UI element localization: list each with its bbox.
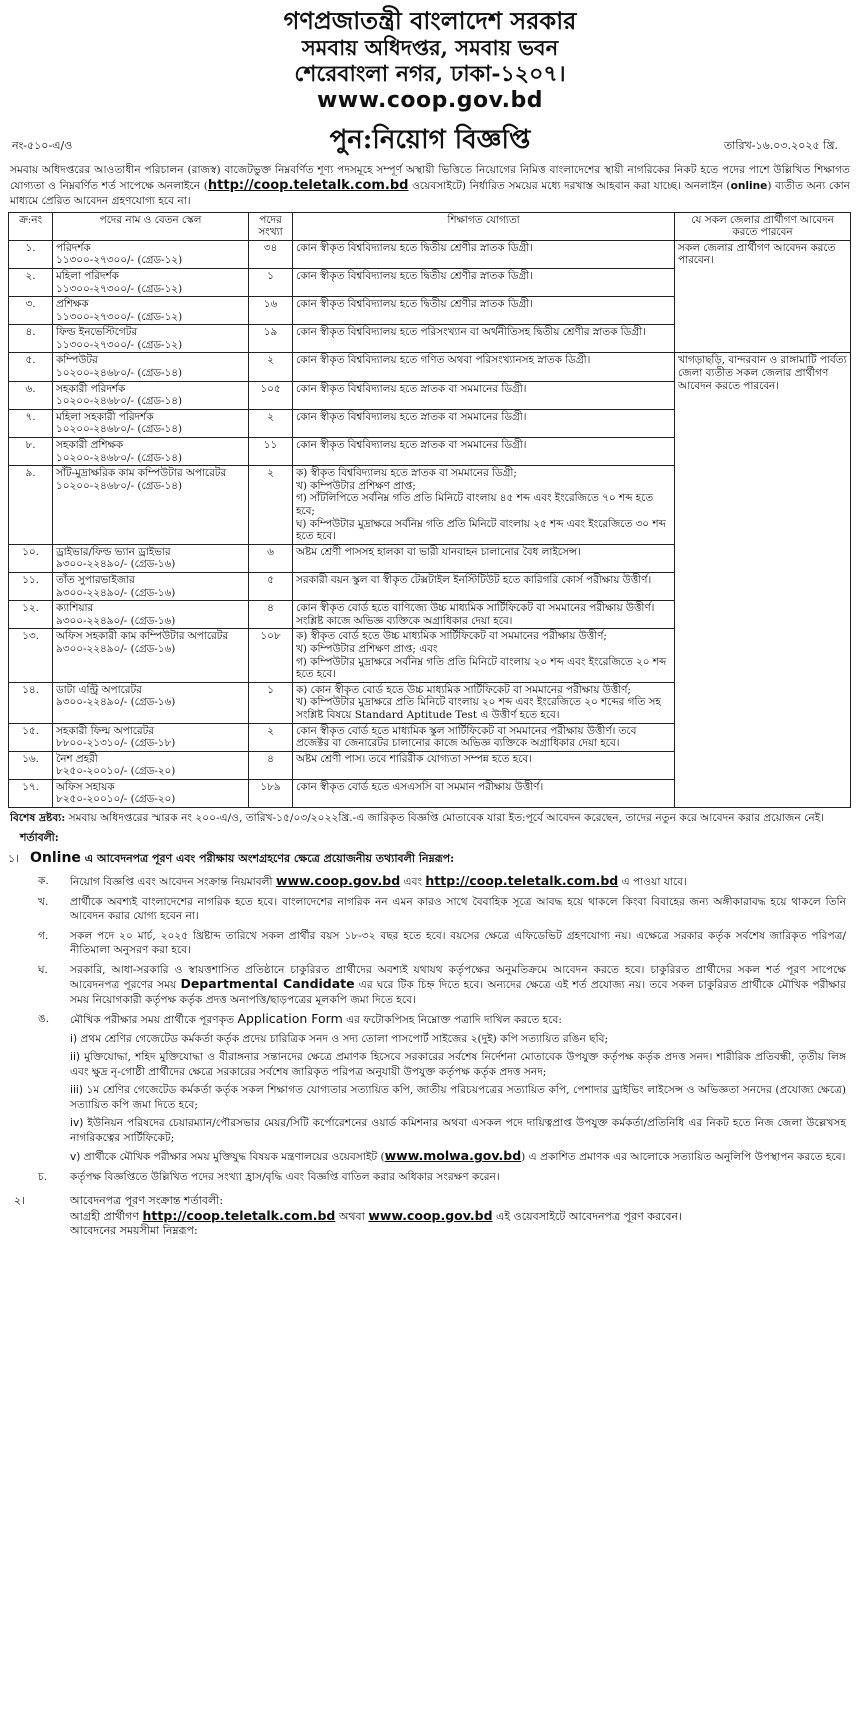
districts-cell: খাগড়াছড়ি, বান্দরবান ও রাঙ্গামাটি পার্বত্য জেলা ব্যতীত সকল জেলার প্রার্থীগণ আবেদন করতে পারবেন। — [675, 353, 851, 808]
post-name: সহকারী ফিল্ম অপারেটর — [56, 724, 155, 737]
post-name: নৈশ প্রহরী — [56, 752, 98, 765]
count-cell: ১৮৯ — [249, 779, 293, 807]
qualification-cell: কোন স্বীকৃত বিশ্ববিদ্যালয় হতে পরিসংখ্যান বা অর্থনীতিসহ দ্বিতীয় শ্রেণীর স্নাতক ডিগ্রী। — [293, 325, 675, 353]
post-cell — [53, 682, 249, 723]
post-name: সহকারী প্রশিক্ষক — [56, 439, 124, 452]
count-cell: ১০৮ — [249, 629, 293, 682]
qualification-cell: কোন স্বীকৃত বিশ্ববিদ্যালয় হতে দ্বিতীয় শ্রেণীর স্নাতক ডিগ্রী। — [293, 297, 675, 325]
qualification-cell: অষ্টম শ্রেণী পাস। তবে শারিরীক যোগ্যতা সম্পন্ন হতে হবে। — [293, 751, 675, 779]
pay-scale: ৮৮০০-২১৩১০/- (গ্রেড-১৮) — [56, 737, 176, 750]
table-body — [9, 240, 851, 807]
qualification-cell: কোন স্বীকৃত বিশ্ববিদ্যালয় হতে দ্বিতীয় শ্রেণীর স্নাতক ডিগ্রী। — [293, 240, 675, 268]
post-name: মহিলা সহকারী পরিদর্শক — [56, 410, 154, 423]
document-item-3: iii) ১ম শ্রেণির গেজেটেড কর্মকর্তা কর্তৃক সকল শিক্ষাগত যোগ্যতার সত্যায়িত কপি, জাতীয় পরিচয়পত্রের সত্যায়িত কপি, পেশাদার ড্রাইভিং লাইসেন্স ও অভিজ্ঞতা সনদের (প্রযোজ্য ক্ষেত্রে) সত্যায়িত কপি জমা দিতে হবে; — [70, 1084, 846, 1111]
post-cell — [53, 353, 249, 381]
qualification-cell: ক) কোন স্বীকৃত বোর্ড হতে উচ্চ মাধ্যমিক সার্টিফিকেট বা সমমানের পরীক্ষায় উত্তীর্ণ; খ) কম্পিউটার মুদ্রাক্ষরে প্রতি মিনিটে বাংলায় ২০ শব্দ এবং ইংরেজিতে ২০ শব্দের গতি সহ সংশ্লিষ্ট বিষয়ে Standard Aptitude Test এ উত্তীর্ণ হতে হবে। — [293, 682, 675, 723]
govt-name: গণপ্রজাতন্ত্রী বাংলাদেশ সরকার — [283, 6, 577, 35]
count-cell: ৪ — [249, 601, 293, 629]
post-name: অফিস সহকারী কাম কম্পিউটার অপারেটর — [56, 630, 229, 643]
post-cell — [53, 629, 249, 682]
address: শেরেবাংলা নগর, ঢাকা-১২০৭। — [294, 60, 566, 87]
post-name: সাঁট-মুদ্রাক্ষরিক কাম কম্পিউটার অপারেটর — [56, 467, 227, 480]
col-header-count: পদের সংখ্যা — [249, 212, 293, 240]
pay-scale: ৯৩০০-২২৪৯০/- (গ্রেড-১৬) — [56, 558, 176, 571]
col-header-qualification: শিক্ষাগত যোগ্যতা — [293, 212, 675, 240]
pay-scale: ৯৩০০-২২৪৯০/- (গ্রেড-১৬) — [56, 614, 176, 627]
count-cell: ২ — [249, 409, 293, 437]
post-cell — [53, 466, 249, 545]
serial-cell: ৪. — [9, 325, 53, 353]
post-cell — [53, 723, 249, 751]
pay-scale: ১০২০০-২৪৬৮০/- (গ্রেড-১৪) — [56, 367, 183, 380]
post-name: মহিলা পরিদর্শক — [56, 269, 119, 282]
serial-cell: ২. — [9, 268, 53, 296]
notice-title: পুন:নিয়োগ বিজ্ঞপ্তি — [329, 124, 531, 155]
section-2-line-1: আগ্রহী প্রার্থীগণ http://coop.teletalk.com.bd অথবা www.coop.gov.bd এই ওয়েবসাইটে আবেদনপত্র পূরণ করবেন। — [70, 1207, 683, 1223]
condition-item-ka: ক. নিয়োগ বিজ্ঞপ্তি এবং আবেদন সংক্রান্ত নিয়মাবলী www.coop.gov.bd এবং http://coop.teletalk.com.bd এ পাওয়া যাবে। — [38, 873, 687, 889]
count-cell: ৬ — [249, 544, 293, 572]
intro-paragraph: সমবায় অধিদপ্তরের আওতাধীন পরিচালন (রাজস্ব) বাজেটভুক্ত নিম্নবর্ণিত শূণ্য পদসমূহে সম্পূর্ণ অস্থায়ী ভিত্তিতে নিয়োগের নিমিত্ত বাংলাদেশের স্থায়ী নাগরিকের নিকট হতে পদের পাশে উল্লিখিত শিক্ষাগত যোগ্যতা ও নিম্নবর্ণিত শর্ত সাপেক্ষে অনলাইনে (http://coop.teletalk.com.bd ওয়েবসাইটে) নির্ধারিত সময়ের মধ্যে দরখাস্ত আহবান করা যাচ্ছে। অনলাইন (online) ব্যতীত অন্য কোন মাধ্যমে প্রেরিত আবেদন গ্রহণযোগ্য হবে না। — [10, 163, 850, 207]
post-name: ড্রাইভার/ফিল্ড ভ্যান ড্রাইভার — [56, 545, 171, 558]
count-cell: ১৯ — [249, 325, 293, 353]
pay-scale: ১১৩০০-২৭৩০০/- (গ্রেড-১২) — [56, 310, 183, 323]
section-2-line-2: আবেদনের সময়সীমা নিম্নরূপ: — [70, 1224, 198, 1238]
qualification-cell: কোন স্বীকৃত বোর্ড হতে এসএসসি বা সমমান পরীক্ষায় উত্তীর্ণ। — [293, 779, 675, 807]
conditions-title: শর্তাবলী: — [20, 831, 59, 845]
count-cell: ১৬ — [249, 297, 293, 325]
condition-item-kha: খ. প্রার্থীকে অবশ্যই বাংলাদেশের নাগরিক হতে হবে। বাংলাদেশের নাগরিক নন এমন কারও সাথে বৈবাহিক সূত্রে আবদ্ধ হয়ে থাকলে কিংবা বিবাহের জন্য অঙ্গীকারাবদ্ধ হয়ে থাকলে তিনি আবেদন করার যোগ্য হবেন না। — [38, 895, 846, 923]
count-cell: ৫ — [249, 572, 293, 600]
pay-scale: ৮২৫০-২০০১০/- (গ্রেড-২০) — [56, 793, 176, 806]
special-note: বিশেষ দ্রষ্টব্য: সমবায় অধিদপ্তরের স্মারক নং ২০০-এ/ও, তারিখ-১৫/০৩/২০২২খ্রি.-এ জারিকৃত বিজ্ঞপ্তি মোতাবেক যারা ইত:পূর্বে আবেদন করেছেন, তাদের নতুন করে আবেদন করার প্রয়োজন নেই। — [10, 812, 825, 825]
serial-cell: ৩. — [9, 297, 53, 325]
count-cell: ৩৪ — [249, 240, 293, 268]
table-row — [9, 353, 851, 381]
serial-cell: ১৪. — [9, 682, 53, 723]
qualification-cell: কোন স্বীকৃত বিশ্ববিদ্যালয় হতে স্নাতক বা সমমানের ডিগ্রী। — [293, 409, 675, 437]
pay-scale: ১০২০০-২৪৬৮০/- (গ্রেড-১৪) — [56, 451, 183, 464]
pay-scale: ৯৩০০-২২৪৯০/- (গ্রেড-১৬) — [56, 642, 176, 655]
department-name: সমবায় অধিদপ্তর, সমবায় ভবন — [301, 35, 559, 61]
qualification-cell: ক) স্বীকৃত বোর্ড হতে উচ্চ মাধ্যমিক সার্টিফিকেট বা সমমানের পরীক্ষায় উত্তীর্ণ; খ) কম্পিউটার প্রশিক্ষণ প্রাপ্ত; এবং গ) কম্পিউটার মুদ্রাক্ষরে সর্বনিম্ন গতি প্রতি মিনিটে বাংলায় ২০ শব্দ এবং ইংরেজিতে ২০ শব্দ হতে হবে। — [293, 629, 675, 682]
count-cell: ১ — [249, 682, 293, 723]
qualification-cell: কোন স্বীকৃত বিশ্ববিদ্যালয় হতে স্নাতক বা সমমানের ডিগ্রী। — [293, 381, 675, 409]
section-2-title: আবেদনপত্র পূরণ সংক্রান্ত শর্তাবলী: — [70, 1194, 224, 1208]
condition-item-ga: গ. সকল পদে ২০ মার্চ, ২০২৫ খ্রিষ্টাব্দ তারিখে সকল প্রার্থীর বয়স ১৮-৩২ বছর হতে হবে। বয়সের ক্ষেত্রে এফিডেভিট গ্রহণযোগ্য নয়। এক্ষেত্রে সরকার কর্তৃক সর্বশেষ জারিকৃত পরিপত্র/নীতিমালা অনুসরণ করা হবে। — [38, 929, 846, 957]
col-header-districts: যে সকল জেলার প্রার্থীগণ আবেদন করতে পারবেন — [675, 212, 851, 240]
coop-link[interactable]: www.coop.gov.bd — [275, 873, 401, 889]
reference-row — [8, 117, 852, 159]
post-cell — [53, 438, 249, 466]
serial-cell: ১০. — [9, 544, 53, 572]
memo-number: নং-৫১০-এ/ও — [12, 138, 73, 152]
serial-cell: ৫. — [9, 353, 53, 381]
serial-cell: ১১. — [9, 572, 53, 600]
post-name: ক্যাশিয়ার — [56, 602, 94, 615]
website[interactable]: www.coop.gov.bd — [316, 87, 544, 113]
count-cell: ২ — [249, 723, 293, 751]
count-cell: ১১ — [249, 438, 293, 466]
qualification-cell: ক) স্বীকৃত বিশ্ববিদ্যালয় হতে স্নাতক বা সমমানের ডিগ্রী; খ) কম্পিউটার প্রশিক্ষণ প্রাপ্ত; গ) সাঁটলিপিতে সর্বনিম্ন গতি প্রতি মিনিটে বাংলায় ৪৫ শব্দ এবং ইংরেজিতে ৭০ শব্দ হতে হবে; ঘ) কম্পিউটার মুদ্রাক্ষরে সর্বনিম্ন গতি প্রতি মিনিটে বাংলায় ২৫ শব্দ এবং ইংরেজিতে ৩০ শব্দ হতে হবে। — [293, 466, 675, 545]
post-cell — [53, 572, 249, 600]
post-name: তাঁত সুপারভাইজার — [56, 573, 135, 586]
qualification-cell: অষ্টম শ্রেণী পাসসহ হালকা বা ভারী যানবাহন চালানোর বৈধ লাইসেন্স। — [293, 544, 675, 572]
serial-cell: ৮. — [9, 438, 53, 466]
pay-scale: ১০২০০-২৪৬৮০/- (গ্রেড-১৪) — [56, 423, 183, 436]
qualification-cell: কোন স্বীকৃত বোর্ড হতে বাণিজ্যে উচ্চ মাধ্যমিক সার্টিফিকেট বা সমমানের পরীক্ষায় উত্তীর্ণ। সংশ্লিষ্ট কাজে অভিজ্ঞ ব্যক্তিকে অগ্রাধিকার দেয়া হবে। — [293, 601, 675, 629]
post-cell — [53, 409, 249, 437]
qualification-cell: কোন স্বীকৃত বিশ্ববিদ্যালয় হতে স্নাতক বা সমমানের ডিগ্রী। — [293, 438, 675, 466]
condition-item-umo: ঙ. মৌখিক পরীক্ষার সময় প্রার্থীকে পূরণকৃত Application Form এর ফটোকপিসহ নিম্নোক্ত পত্রাদি দাখিল করতে হবে: — [38, 1011, 562, 1027]
condition-item-gha: ঘ. সরকারি, আধা-সরকারি ও স্বায়ত্তশাসিত প্রতিষ্ঠানে চাকুরিরত প্রার্থীদের অবশ্যই যথাযথ কর্তৃপক্ষের অনুমতিক্রমে আবেদন করতে হবে। চাকুরিরত প্রার্থীদের সকল শর্ত পূরণ সাপেক্ষে আবেদনপত্র পূরণের সময় Departmental Candidate এর ঘরে টিক চিহ্ন দিতে হবে। অন্যদের ক্ষেত্রে এই শর্ত প্রযোজ্য নয়। তবে সকল চাকুরিরত প্রার্থীকে মৌখিক পরীক্ষার সময় নিয়োগকারী কর্তৃপক্ষ কর্তৃক প্রদত্ত অনাপত্তি/ছাড়পত্রের মূলকপি জমা দিতে হবে। — [38, 963, 847, 1006]
teletalk-link-3[interactable]: http://coop.teletalk.com.bd — [142, 1207, 336, 1223]
serial-cell: ৭. — [9, 409, 53, 437]
post-name: পরিদর্শক — [56, 241, 91, 254]
vacancy-table — [8, 212, 851, 809]
post-name: কম্পিউটর — [56, 354, 98, 367]
table-header-row — [9, 212, 851, 240]
post-cell — [53, 601, 249, 629]
letterhead — [8, 6, 852, 115]
table-row — [9, 240, 851, 268]
qualification-cell: কোন স্বীকৃত বিশ্ববিদ্যালয় হতে গণিত অথবা পরিসংখ্যানসহ স্নাতক ডিগ্রী। — [293, 353, 675, 381]
pay-scale: ১১৩০০-২৭৩০০/- (গ্রেড-১২) — [56, 338, 183, 351]
serial-cell: ১৭. — [9, 779, 53, 807]
molwa-link[interactable]: www.molwa.gov.bd — [384, 1148, 522, 1164]
notice-date: তারিখ-১৬.০৩.২০২৫ খ্রি. — [723, 138, 838, 152]
pay-scale: ৮২৫০-২০০১০/- (গ্রেড-২০) — [56, 765, 176, 778]
condition-item-cha: চ. কর্তৃপক্ষ বিজ্ঞপ্তিতে উল্লিখিত পদের সংখ্যা হ্রাস/বৃদ্ধি এবং বিজ্ঞপ্তি বাতিল করার অধিকার সংরক্ষণ করেন। — [38, 1170, 500, 1183]
count-cell: ১ — [249, 268, 293, 296]
post-cell — [53, 544, 249, 572]
col-header-post: পদের নাম ও বেতন স্কেল — [53, 212, 249, 240]
post-cell — [53, 779, 249, 807]
col-header-serial: ক্র:নং — [9, 212, 53, 240]
post-cell — [53, 240, 249, 268]
serial-cell: ১২. — [9, 601, 53, 629]
serial-cell: ১. — [9, 240, 53, 268]
post-cell — [53, 297, 249, 325]
post-name: ফিল্ড ইনভেস্টিগেটর — [56, 326, 138, 339]
document-item-5: v) প্রার্থীকে মৌখিক পরীক্ষার সময় মুক্তিযুদ্ধ বিষয়ক মন্ত্রণালয়ের ওয়েবসাইট (www.molwa.gov.bd) এ প্রকাশিত প্রমাণক এর আলোকে সত্যায়িত অনুলিপি উপস্থাপন করতে হবে। — [70, 1148, 846, 1164]
post-cell — [53, 381, 249, 409]
serial-cell: ১৫. — [9, 723, 53, 751]
serial-cell: ৬. — [9, 381, 53, 409]
teletalk-link-2[interactable]: http://coop.teletalk.com.bd — [425, 873, 619, 889]
pay-scale: ৯৩০০-২২৪৯০/- (গ্রেড-১৬) — [56, 696, 176, 709]
serial-cell: ১৩. — [9, 629, 53, 682]
document-item-2: ii) মুক্তিযোদ্ধা, শহিদ মুক্তিযোদ্ধা ও বীরাঙ্গনার সন্তানদের ক্ষেত্রে প্রমাণক হিসেবে সরকারের সর্বশেষ নির্দেশনা মোতাবেক উপযুক্ত কর্তৃপক্ষ কর্তৃক প্রদত্ত সনদ। শারীরিক প্রতিবন্ধী, তৃতীয় লিঙ্গ এবং ক্ষুদ্র নৃ-গোষ্ঠী প্রার্থীদের ক্ষেত্রে সরকারের সর্বশেষ জারিকৃত পরিপত্র অনুযায়ী উপযুক্ত কর্তৃপক্ষ কর্তৃক প্রদত্ত সনদ; — [70, 1051, 846, 1078]
post-name: প্রশিক্ষক — [56, 298, 89, 311]
post-name: অফিস সহায়ক — [56, 780, 115, 793]
pay-scale: ১১৩০০-২৭৩০০/- (গ্রেড-১২) — [56, 282, 183, 295]
teletalk-link[interactable]: http://coop.teletalk.com.bd — [207, 177, 409, 193]
qualification-cell: সরকারী বয়ন স্কুল বা স্বীকৃত টেক্সটাইল ইনস্টিটিউট হতে কারিগরি কোর্স পরীক্ষায় উত্তীর্ণ। — [293, 572, 675, 600]
document-item-1: i) প্রথম শ্রেণির গেজেটেড কর্মকর্তা কর্তৃক প্রদেয় চারিত্রিক সনদ ও সদ্য তোলা পাসপোর্ট সাইজের ২(দুই) কপি সত্যায়িত রঙিন ছবি; — [70, 1032, 609, 1045]
count-cell: ১০৫ — [249, 381, 293, 409]
post-cell — [53, 268, 249, 296]
section-2: ২। আবেদনপত্র পূরণ সংক্রান্ত শর্তাবলী: আগ্রহী প্রার্থীগণ http://coop.teletalk.com.bd অথবা www.coop.gov.bd এই ওয়েবসাইটে আবেদনপত্র পূরণ করবেন। আবেদনের সময়সীমা নিম্নরূপ: — [14, 1194, 683, 1238]
coop-link-2[interactable]: www.coop.gov.bd — [368, 1207, 493, 1223]
serial-cell: ৯. — [9, 466, 53, 545]
post-cell — [53, 751, 249, 779]
count-cell: ৪ — [249, 751, 293, 779]
qualification-cell: কোন স্বীকৃত বোর্ড হতে মাধ্যমিক স্কুল সার্টিফিকেট বা সমমানের পরীক্ষায় উত্তীর্ণ। তবে প্রজেক্টর বা জেনারেটর চালানোর কাজে অভিজ্ঞ ব্যক্তিকে অগ্রাধিকার দেয়া হবে। — [293, 723, 675, 751]
post-name: সহকারী পরিদর্শক — [56, 382, 126, 395]
pay-scale: ১০২০০-২৪৬৮০/- (গ্রেড-১৪) — [56, 395, 183, 408]
serial-cell: ১৬. — [9, 751, 53, 779]
pay-scale: ৯৩০০-২২৪৯০/- (গ্রেড-১৬) — [56, 586, 176, 599]
count-cell: ২ — [249, 466, 293, 545]
pay-scale: ১০২০০-২৪৬৮০/- (গ্রেড-১৪) — [56, 479, 183, 492]
count-cell: ২ — [249, 353, 293, 381]
document-item-4: iv) ইউনিয়ন পরিষদের চেয়ারম্যান/পৌরসভার মেয়র/সিটি কর্পোরেশনের ওয়ার্ড কমিশনার অথবা এসকল পদে দায়িত্বপ্রাপ্ত উপযুক্ত কর্মকর্তা/প্রতিনিধি এর নিকট হতে নিজ জেলা উল্লেখসহ নাগরিকত্বের সার্টিফিকেট; — [70, 1117, 846, 1144]
post-cell — [53, 325, 249, 353]
qualification-cell: কোন স্বীকৃত বিশ্ববিদ্যালয় হতে দ্বিতীয় শ্রেণীর স্নাতক ডিগ্রী। — [293, 268, 675, 296]
section-1-heading: ১। Online এ আবেদনপত্র পূরণ এবং পরীক্ষায় অংশগ্রহণের ক্ষেত্রে প্রয়োজনীয় তথ্যাবলী নিম্নরূপ: — [8, 850, 455, 867]
pay-scale: ১১৩০০-২৭৩০০/- (গ্রেড-১২) — [56, 254, 183, 267]
districts-cell: সকল জেলার প্রার্থীগণ আবেদন করতে পারবেন। — [675, 240, 851, 353]
post-name: ডাটা এন্ট্রি অপারেটর — [56, 683, 142, 696]
